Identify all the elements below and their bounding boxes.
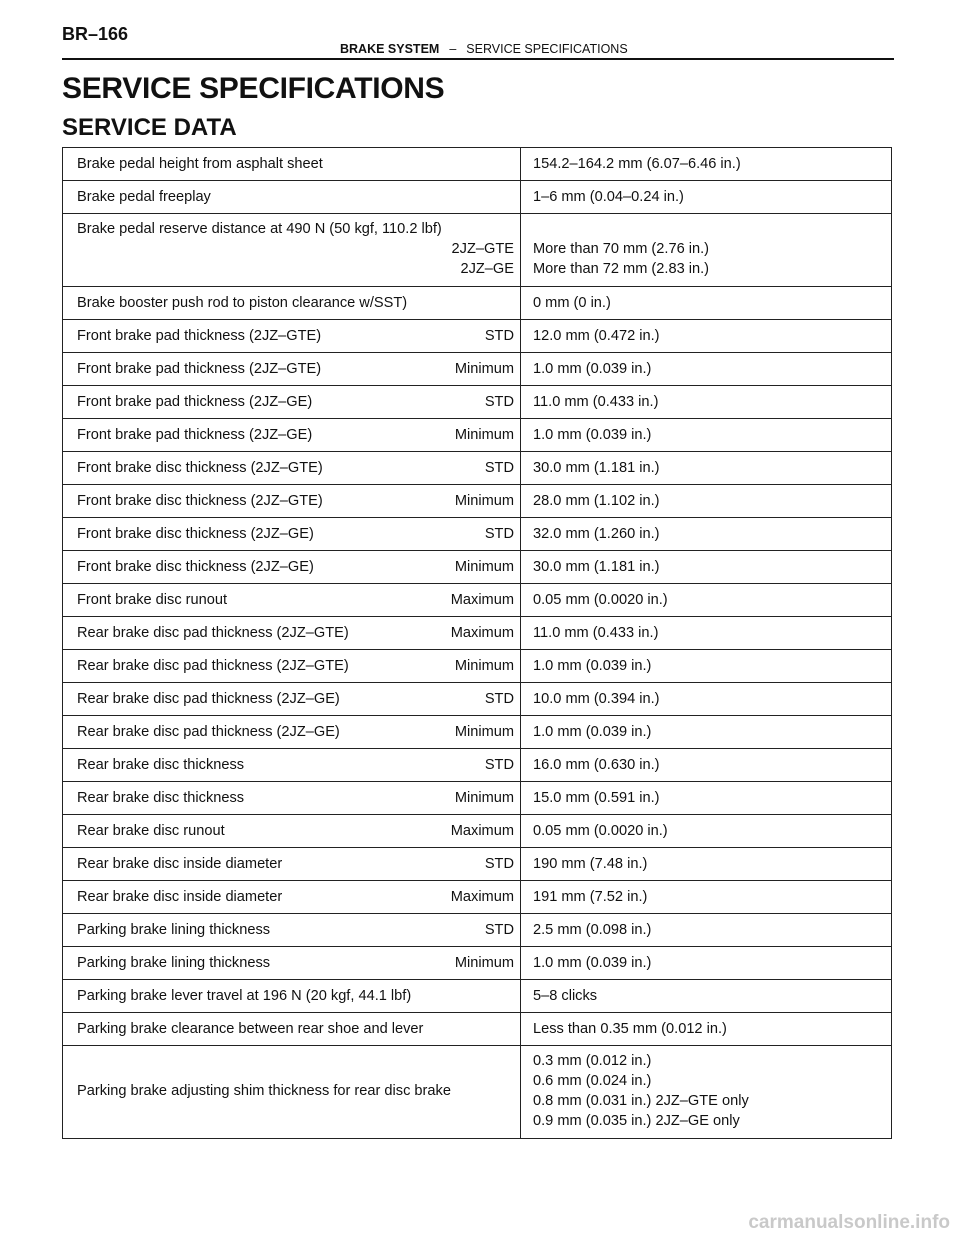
spec-value: 1.0 mm (0.039 in.)	[521, 947, 892, 980]
spec-qualifier: Maximum	[450, 889, 514, 905]
spec-qualifier: Minimum	[454, 955, 514, 971]
spec-item-line	[77, 788, 514, 808]
spec-value: 0.9 mm (0.035 in.) 2JZ–GE only	[533, 1113, 740, 1129]
spec-item-label: Front brake pad thickness (2JZ–GTE)	[77, 328, 322, 344]
spec-qualifier: Minimum	[454, 790, 514, 806]
spec-qualifier: Maximum	[450, 823, 514, 839]
spec-item-label: Brake booster push rod to piston clearance w/SST)	[77, 295, 408, 311]
spec-item-label: Parking brake lever travel at 196 N (20 kgf, 44.1 lbf)	[77, 988, 412, 1004]
table-row	[63, 683, 892, 716]
table-row	[63, 782, 892, 815]
spec-qualifier: Minimum	[454, 361, 514, 377]
running-header-separator: –	[449, 42, 457, 56]
table-row	[63, 617, 892, 650]
spec-item-label: Rear brake disc inside diameter	[77, 856, 283, 872]
spec-value: 0.6 mm (0.024 in.)	[533, 1073, 652, 1089]
table-row	[63, 947, 892, 980]
spec-item-cell	[63, 716, 521, 749]
spec-item-cell	[63, 148, 521, 181]
spec-value: 191 mm (7.52 in.)	[521, 881, 892, 914]
spec-item-line	[77, 1019, 514, 1039]
service-data-table-body	[63, 148, 892, 1139]
spec-item-label: Brake pedal reserve distance at 490 N (50 kgf, 110.2 lbf)	[77, 221, 442, 237]
spec-value: More than 70 mm (2.76 in.)	[533, 241, 710, 257]
spec-item-line	[77, 986, 514, 1006]
spec-item-line	[77, 293, 514, 313]
spec-item-line	[77, 491, 514, 511]
spec-item-line	[77, 590, 514, 610]
spec-value: 154.2–164.2 mm (6.07–6.46 in.)	[521, 148, 892, 181]
spec-value-cell	[521, 1046, 892, 1139]
spec-item-line	[77, 821, 514, 841]
table-row-shim-thickness	[63, 1046, 892, 1139]
spec-item-line	[77, 326, 514, 346]
table-row	[63, 716, 892, 749]
spec-item-cell	[63, 386, 521, 419]
spec-item-label: Parking brake clearance between rear shoe and lever	[77, 1021, 424, 1037]
spec-qualifier: STD	[484, 856, 514, 872]
spec-item-cell	[63, 980, 521, 1013]
spec-item-cell	[63, 782, 521, 815]
spec-item-label: Parking brake lining thickness	[77, 955, 271, 971]
spec-qualifier: Maximum	[450, 625, 514, 641]
spec-value-blank	[533, 219, 877, 239]
table-row	[63, 287, 892, 320]
spec-value: 0.8 mm (0.031 in.) 2JZ–GTE only	[533, 1093, 749, 1109]
spec-item-cell	[63, 1013, 521, 1046]
service-data-table	[62, 147, 892, 1139]
running-header-section: BRAKE SYSTEM	[340, 42, 440, 56]
spec-value: 30.0 mm (1.181 in.)	[521, 551, 892, 584]
spec-item-cell	[63, 485, 521, 518]
page-title: SERVICE SPECIFICATIONS	[62, 72, 445, 105]
header-rule	[62, 58, 894, 60]
spec-item-cell	[63, 815, 521, 848]
spec-value: 1.0 mm (0.039 in.)	[521, 353, 892, 386]
spec-qualifier: Maximum	[450, 592, 514, 608]
spec-value: 32.0 mm (1.260 in.)	[521, 518, 892, 551]
spec-item-cell	[63, 181, 521, 214]
spec-item-label: Front brake disc thickness (2JZ–GTE)	[77, 460, 323, 476]
spec-item-label: Front brake pad thickness (2JZ–GE)	[77, 394, 313, 410]
spec-value-cell	[521, 214, 892, 287]
spec-item-cell	[63, 518, 521, 551]
spec-item-cell	[63, 650, 521, 683]
table-row	[63, 452, 892, 485]
table-row	[63, 353, 892, 386]
table-row	[63, 518, 892, 551]
spec-item-cell	[63, 881, 521, 914]
spec-value: 1.0 mm (0.039 in.)	[521, 650, 892, 683]
table-row	[63, 148, 892, 181]
spec-item-line	[77, 854, 514, 874]
spec-sub-item: 2JZ–GTE	[451, 241, 514, 257]
spec-value: 10.0 mm (0.394 in.)	[521, 683, 892, 716]
table-row	[63, 485, 892, 518]
table-row	[63, 848, 892, 881]
spec-value: 0 mm (0 in.)	[521, 287, 892, 320]
section-title: SERVICE DATA	[62, 114, 237, 141]
spec-qualifier: Minimum	[454, 493, 514, 509]
table-row	[63, 650, 892, 683]
table-row	[63, 749, 892, 782]
spec-item-label: Front brake disc thickness (2JZ–GTE)	[77, 493, 323, 509]
table-row	[63, 881, 892, 914]
spec-value: 28.0 mm (1.102 in.)	[521, 485, 892, 518]
table-row	[63, 386, 892, 419]
running-header	[340, 42, 628, 56]
spec-item-cell	[63, 214, 521, 287]
spec-value: 11.0 mm (0.433 in.)	[521, 386, 892, 419]
spec-item-label: Rear brake disc thickness	[77, 757, 245, 773]
spec-item-label: Rear brake disc pad thickness (2JZ–GTE)	[77, 625, 349, 641]
spec-item-cell	[63, 947, 521, 980]
spec-item-line	[77, 887, 514, 907]
spec-qualifier: Minimum	[454, 427, 514, 443]
spec-value: 5–8 clicks	[521, 980, 892, 1013]
spec-item-line	[77, 458, 514, 478]
spec-value: 1.0 mm (0.039 in.)	[521, 716, 892, 749]
spec-item-line	[77, 154, 514, 174]
spec-item-cell	[63, 353, 521, 386]
spec-value: 11.0 mm (0.433 in.)	[521, 617, 892, 650]
spec-item-line	[77, 689, 514, 709]
spec-value: More than 72 mm (2.83 in.)	[533, 261, 710, 277]
spec-item-line	[77, 722, 514, 742]
spec-item-cell: Parking brake adjusting shim thickness for rear disc brake	[63, 1046, 521, 1139]
table-row	[63, 320, 892, 353]
spec-value: 1–6 mm (0.04–0.24 in.)	[521, 181, 892, 214]
spec-value: 0.05 mm (0.0020 in.)	[521, 815, 892, 848]
spec-item-label: Front brake disc thickness (2JZ–GE)	[77, 526, 314, 542]
spec-qualifier: Minimum	[454, 724, 514, 740]
spec-item-line	[77, 392, 514, 412]
spec-qualifier: STD	[484, 328, 514, 344]
spec-item-label: Rear brake disc pad thickness (2JZ–GE)	[77, 691, 340, 707]
spec-item-cell	[63, 683, 521, 716]
spec-value: 30.0 mm (1.181 in.)	[521, 452, 892, 485]
spec-item-label: Rear brake disc inside diameter	[77, 889, 283, 905]
spec-item-cell	[63, 914, 521, 947]
spec-value: 190 mm (7.48 in.)	[521, 848, 892, 881]
spec-item-label: Rear brake disc thickness	[77, 790, 245, 806]
table-row	[63, 551, 892, 584]
spec-qualifier: STD	[484, 757, 514, 773]
spec-item-line	[77, 557, 514, 577]
spec-item-line	[77, 187, 514, 207]
spec-qualifier: Minimum	[454, 658, 514, 674]
spec-item-cell	[63, 320, 521, 353]
page-code: BR–166	[62, 24, 129, 44]
spec-qualifier: STD	[484, 460, 514, 476]
spec-value: 16.0 mm (0.630 in.)	[521, 749, 892, 782]
spec-value: 0.3 mm (0.012 in.)	[533, 1053, 652, 1069]
table-row	[63, 1013, 892, 1046]
spec-value: 15.0 mm (0.591 in.)	[521, 782, 892, 815]
spec-item-line	[77, 953, 514, 973]
spec-item-cell	[63, 287, 521, 320]
spec-sub-item: 2JZ–GE	[460, 261, 514, 277]
spec-item-line	[77, 755, 514, 775]
spec-item-label: Rear brake disc pad thickness (2JZ–GE)	[77, 724, 340, 740]
spec-item-label: Rear brake disc pad thickness (2JZ–GTE)	[77, 658, 349, 674]
table-row	[63, 914, 892, 947]
table-row-reserve-distance	[63, 214, 892, 287]
spec-item-line	[77, 623, 514, 643]
spec-item-label: Front brake pad thickness (2JZ–GTE)	[77, 361, 322, 377]
spec-item-cell	[63, 749, 521, 782]
spec-value: 0.05 mm (0.0020 in.)	[521, 584, 892, 617]
spec-item-label: Front brake disc thickness (2JZ–GE)	[77, 559, 314, 575]
spec-item-label: Front brake pad thickness (2JZ–GE)	[77, 427, 313, 443]
spec-qualifier: Minimum	[454, 559, 514, 575]
spec-item-cell	[63, 452, 521, 485]
spec-item-cell	[63, 551, 521, 584]
table-row	[63, 584, 892, 617]
table-row	[63, 419, 892, 452]
spec-item-label: Rear brake disc runout	[77, 823, 225, 839]
table-row	[63, 980, 892, 1013]
spec-item-label: Front brake disc runout	[77, 592, 228, 608]
spec-value: 12.0 mm (0.472 in.)	[521, 320, 892, 353]
spec-item-cell	[63, 584, 521, 617]
watermark: carmanualsonline.info	[748, 1212, 950, 1233]
spec-qualifier: STD	[484, 922, 514, 938]
spec-qualifier: STD	[484, 394, 514, 410]
spec-item-line	[77, 920, 514, 940]
spec-item-line	[77, 656, 514, 676]
spec-item-label: Brake pedal freeplay	[77, 189, 211, 205]
spec-item-cell	[63, 617, 521, 650]
spec-value: Less than 0.35 mm (0.012 in.)	[521, 1013, 892, 1046]
spec-qualifier: STD	[484, 691, 514, 707]
spec-value: 2.5 mm (0.098 in.)	[521, 914, 892, 947]
spec-item-line	[77, 359, 514, 379]
spec-item-cell	[63, 419, 521, 452]
spec-item-line	[77, 425, 514, 445]
running-header-subsection: SERVICE SPECIFICATIONS	[466, 42, 628, 56]
spec-value: 1.0 mm (0.039 in.)	[521, 419, 892, 452]
spec-item-label: Parking brake lining thickness	[77, 922, 271, 938]
table-row	[63, 815, 892, 848]
spec-item-label: Brake pedal height from asphalt sheet	[77, 156, 323, 172]
spec-qualifier: STD	[484, 526, 514, 542]
table-row	[63, 181, 892, 214]
spec-item-cell	[63, 848, 521, 881]
spec-item-line	[77, 524, 514, 544]
